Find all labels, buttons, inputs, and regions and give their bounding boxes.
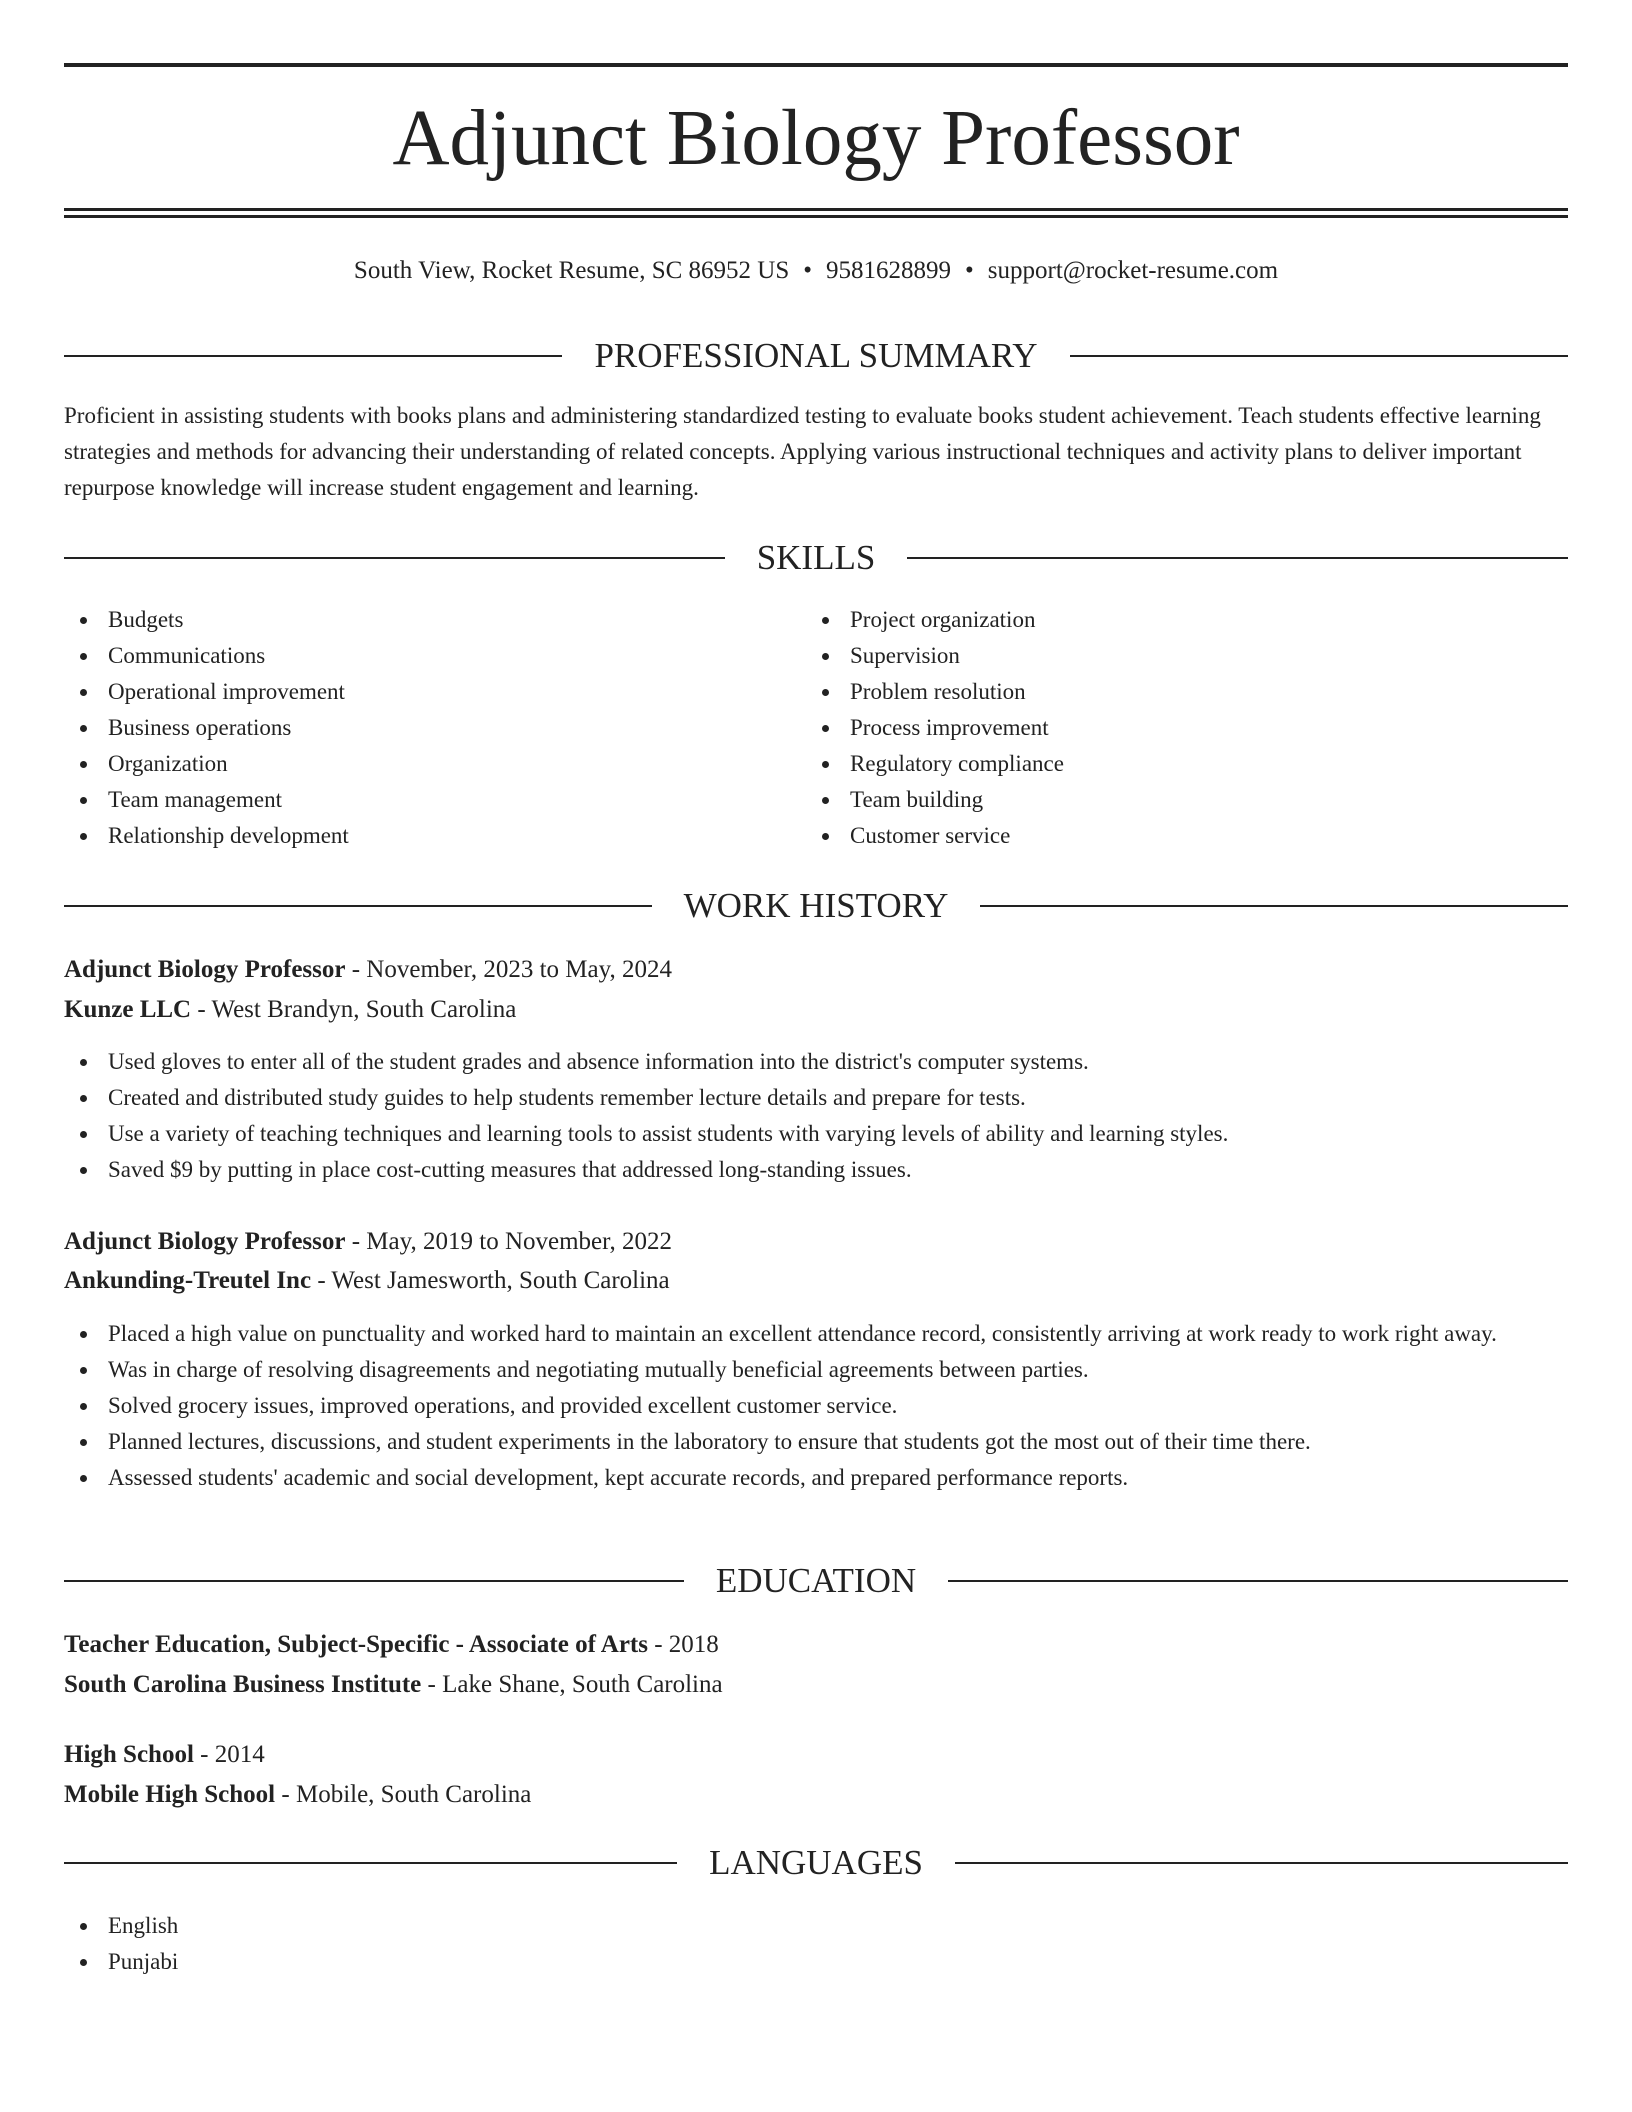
heading-rule	[980, 905, 1568, 907]
heading-rule	[64, 557, 725, 559]
job-title: Adjunct Biology Professor	[64, 1228, 346, 1255]
section-heading-education	[64, 1559, 1568, 1603]
education-location: - Lake Shane, South Carolina	[421, 1671, 723, 1698]
education-year: - 2018	[647, 1631, 719, 1658]
section-heading-label: SKILLS	[756, 538, 876, 577]
job-location: - West Jamesworth, South Carolina	[311, 1267, 670, 1294]
languages-list	[64, 1908, 764, 1980]
language-item: Punjabi	[64, 1944, 764, 1980]
education-degree-line	[64, 1625, 1568, 1665]
heading-rule	[907, 557, 1568, 559]
skill-item: Regulatory compliance	[806, 746, 1506, 782]
job-company-line	[64, 1261, 1568, 1301]
job-bullet: Use a variety of teaching techniques and learning tools to assist students with varying levels of ability and learning styles.	[64, 1116, 1568, 1152]
job-company-line	[64, 990, 1568, 1030]
job-bullet: Saved $9 by putting in place cost-cutting measures that addressed long-standing issues.	[64, 1152, 1568, 1188]
language-item: English	[64, 1908, 764, 1944]
skill-item: Supervision	[806, 638, 1506, 674]
job-bullet: Was in charge of resolving disagreements and negotiating mutually beneficial agreements between parties.	[64, 1352, 1568, 1388]
section-heading-summary	[64, 334, 1568, 378]
skill-item: Team building	[806, 782, 1506, 818]
title-double-rule	[64, 208, 1568, 218]
job-bullet: Planned lectures, discussions, and student experiments in the laboratory to ensure that students got the most out of their time there.	[64, 1424, 1568, 1460]
skill-item: Problem resolution	[806, 674, 1506, 710]
section-heading-label: WORK HISTORY	[683, 886, 949, 925]
section-heading-label: LANGUAGES	[709, 1843, 923, 1882]
skill-item: Relationship development	[64, 818, 764, 854]
education-location: - Mobile, South Carolina	[275, 1781, 532, 1808]
job-bullet-list	[64, 1044, 1568, 1188]
job-dates: - November, 2023 to May, 2024	[345, 956, 672, 983]
section-heading-label: EDUCATION	[715, 1561, 917, 1600]
contact-line	[64, 254, 1568, 288]
education-degree-line	[64, 1735, 1568, 1775]
skill-item: Process improvement	[806, 710, 1506, 746]
contact-email: support@rocket-resume.com	[987, 257, 1279, 284]
heading-rule	[64, 355, 562, 357]
resume-title: Adjunct Biology Professor	[392, 95, 1240, 182]
education-school: Mobile High School	[64, 1781, 276, 1808]
education-degree: High School	[64, 1741, 194, 1768]
education-school: South Carolina Business Institute	[64, 1671, 422, 1698]
job-company: Ankunding-Treutel Inc	[64, 1267, 312, 1294]
summary-text: Proficient in assisting students with books plans and administering standardized testing to evaluate books student achievement. Teach students effective learning strategies and methods for advancing their understanding of related concepts. Applying various instructional techniques and activity plans to deliver important repurpose knowledge will increase student engagement and learning.	[64, 403, 1541, 500]
heading-rule	[948, 1580, 1568, 1582]
education-school-line	[64, 1665, 1568, 1705]
skill-item: Business operations	[64, 710, 764, 746]
job-bullet: Placed a high value on punctuality and worked hard to maintain an excellent attendance record, consistently arriving at work ready to work right away.	[64, 1316, 1568, 1352]
skill-item: Operational improvement	[64, 674, 764, 710]
job-bullet-list	[64, 1316, 1568, 1496]
heading-rule	[955, 1862, 1568, 1864]
job-title: Adjunct Biology Professor	[64, 956, 346, 983]
job-company: Kunze LLC	[64, 996, 192, 1023]
skills-list-right	[806, 602, 1506, 854]
job-bullet: Assessed students' academic and social development, kept accurate records, and prepared performance reports.	[64, 1460, 1568, 1496]
section-heading-work	[64, 884, 1568, 928]
contact-phone: 9581628899	[826, 257, 952, 284]
skill-item: Customer service	[806, 818, 1506, 854]
contact-separator: •	[965, 257, 974, 284]
education-degree: Teacher Education, Subject-Specific - Associate of Arts	[64, 1631, 648, 1658]
skill-item: Communications	[64, 638, 764, 674]
section-heading-languages	[64, 1841, 1568, 1885]
section-heading-label: PROFESSIONAL SUMMARY	[594, 336, 1038, 375]
job-dates: - May, 2019 to November, 2022	[345, 1228, 672, 1255]
heading-rule	[64, 905, 652, 907]
section-heading-skills	[64, 536, 1568, 580]
job-location: - West Brandyn, South Carolina	[191, 996, 517, 1023]
job-title-line	[64, 950, 1568, 990]
contact-separator: •	[803, 257, 813, 284]
skill-item: Team management	[64, 782, 764, 818]
contact-address: South View, Rocket Resume, SC 86952 US	[353, 257, 790, 284]
skill-item: Budgets	[64, 602, 764, 638]
job-bullet: Solved grocery issues, improved operations, and provided excellent customer service.	[64, 1388, 1568, 1424]
job-title-line	[64, 1222, 1568, 1262]
top-rule	[64, 63, 1568, 67]
heading-rule	[1070, 355, 1568, 357]
job-bullet: Created and distributed study guides to help students remember lecture details and prepare for tests.	[64, 1080, 1568, 1116]
education-school-line	[64, 1775, 1568, 1815]
education-year: - 2014	[193, 1741, 265, 1768]
job-bullet: Used gloves to enter all of the student grades and absence information into the district's computer systems.	[64, 1044, 1568, 1080]
skill-item: Organization	[64, 746, 764, 782]
heading-rule	[64, 1862, 677, 1864]
skills-list-left	[64, 602, 764, 854]
skill-item: Project organization	[806, 602, 1506, 638]
heading-rule	[64, 1580, 684, 1582]
